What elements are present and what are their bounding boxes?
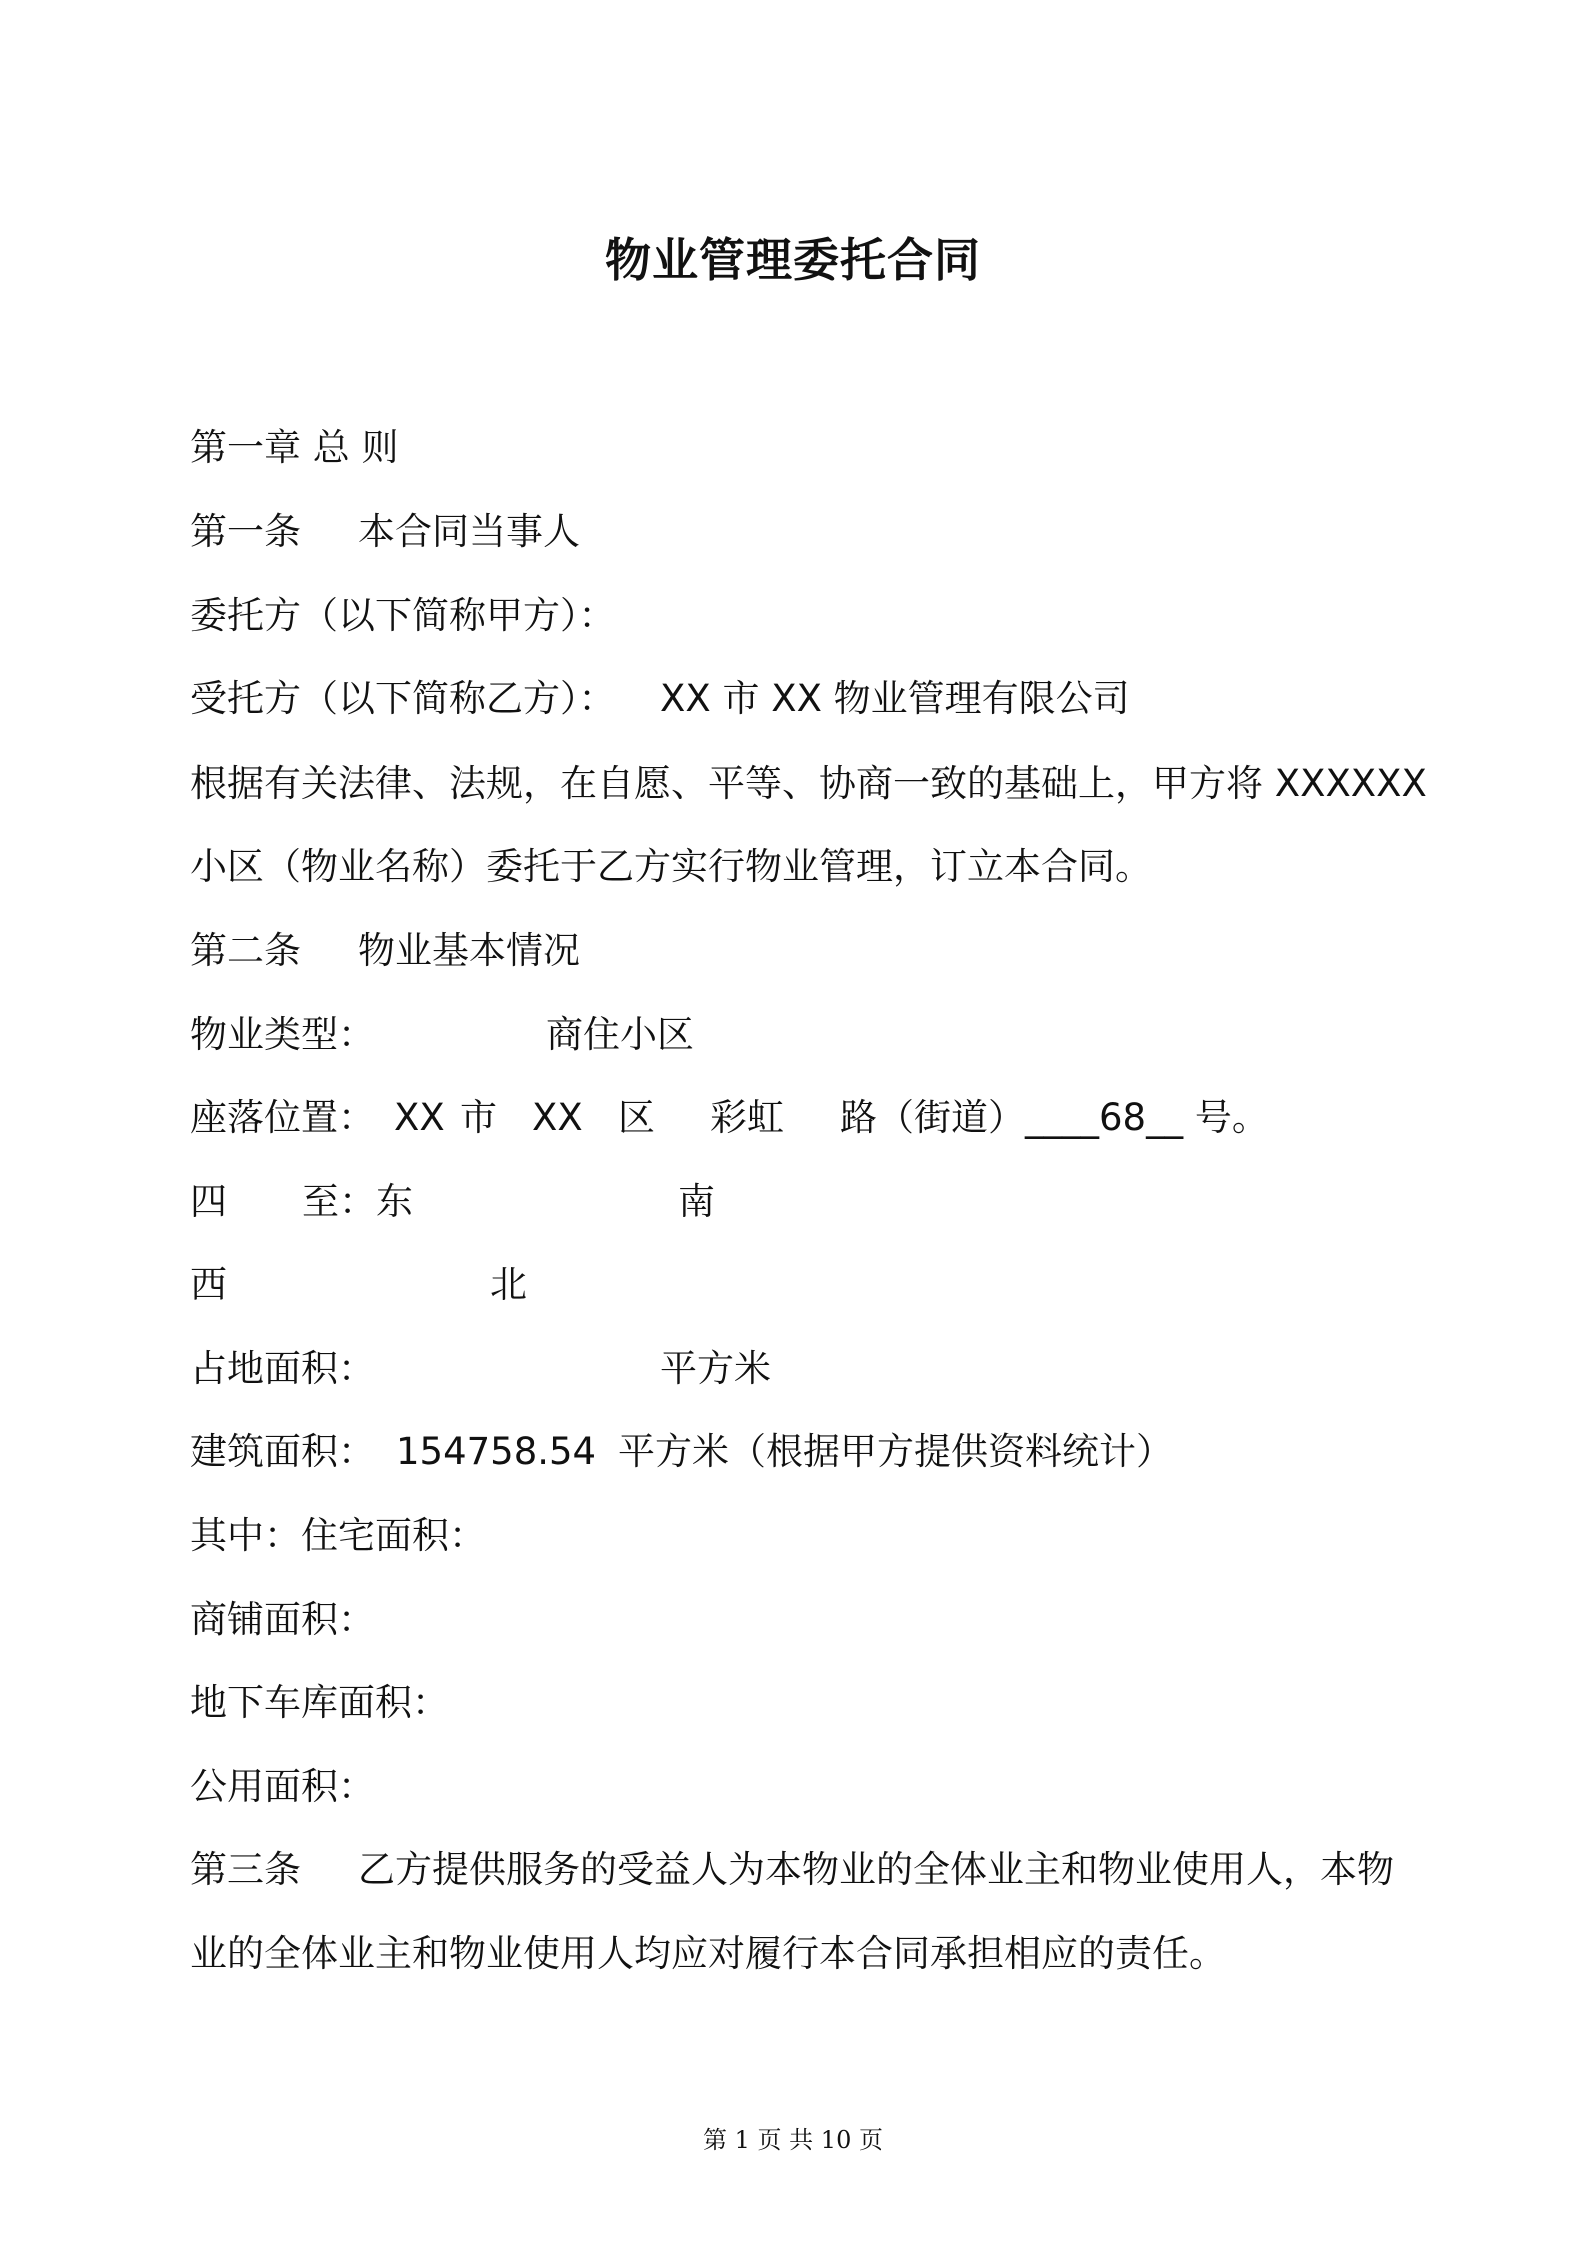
location-label: 座落位置： (190, 1096, 375, 1139)
chapter-heading: 第一章 总 则 (190, 426, 399, 469)
article-2-label: 第二条 (190, 929, 301, 972)
public-area-line: 公用面积： (190, 1765, 375, 1808)
location-city: XX (394, 1096, 445, 1139)
article-2-heading: 物业基本情况 (358, 929, 580, 972)
location-district: XX (532, 1096, 583, 1139)
garage-area-line: 地下车库面积： (190, 1681, 449, 1724)
residential-area-line: 其中：住宅面积： (190, 1514, 486, 1557)
location-road-unit: 路（街道）____68__ 号。 (840, 1096, 1269, 1139)
boundaries-label-east: 至：东 (302, 1180, 413, 1223)
location-district-unit: 区 (618, 1096, 655, 1139)
article-1-label: 第一条 (190, 510, 301, 553)
location-road: 彩虹 (710, 1096, 784, 1139)
boundaries-label-si: 四 (190, 1180, 227, 1223)
building-area-unit: 平方米（根据甲方提供资料统计） (618, 1430, 1173, 1473)
party-a-line: 委托方（以下简称甲方）： (190, 594, 616, 637)
intro-line-1: 根据有关法律、法规，在自愿、平等、协商一致的基础上，甲方将 XXXXXX (190, 762, 1427, 805)
boundaries-west: 西 (190, 1263, 227, 1306)
property-type-label: 物业类型： (190, 1013, 375, 1056)
boundaries-south: 南 (678, 1180, 715, 1223)
article-3-line-2: 业的全体业主和物业使用人均应对履行本合同承担相应的责任。 (190, 1932, 1226, 1975)
location-city-unit: 市 (460, 1096, 497, 1139)
building-area-value: 154758.54 (396, 1430, 597, 1473)
boundaries-north: 北 (490, 1263, 527, 1306)
building-area-label: 建筑面积： (190, 1430, 375, 1473)
land-area-unit: 平方米 (660, 1347, 771, 1390)
page-footer: 第 1 页 共 10 页 (703, 2126, 883, 2154)
intro-line-2: 小区（物业名称）委托于乙方实行物业管理，订立本合同。 (190, 845, 1152, 888)
article-1-heading: 本合同当事人 (358, 510, 580, 553)
party-b-label: 受托方（以下简称乙方）： (190, 677, 616, 720)
land-area-label: 占地面积： (190, 1347, 375, 1390)
party-b-value: XX 市 XX 物业管理有限公司 (660, 677, 1130, 720)
document-title: 物业管理委托合同 (605, 233, 981, 287)
property-type-value: 商住小区 (546, 1013, 694, 1056)
article-3-label: 第三条 (190, 1848, 301, 1891)
article-3-line-1: 乙方提供服务的受益人为本物业的全体业主和物业使用人，本物 (358, 1848, 1394, 1891)
shop-area-line: 商铺面积： (190, 1598, 375, 1641)
